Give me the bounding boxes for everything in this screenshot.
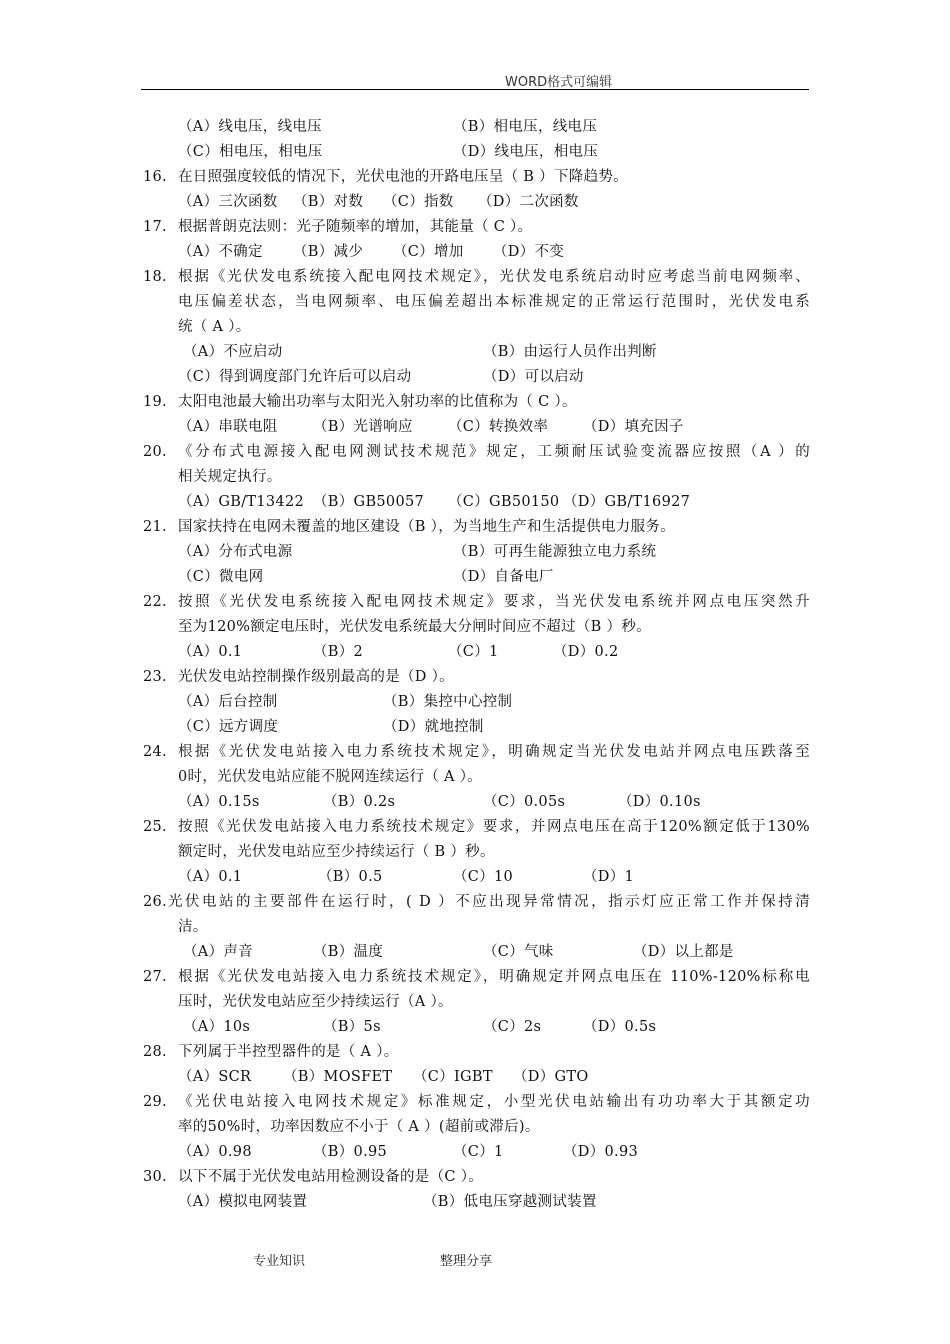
answer-option: （C）1 <box>453 1144 504 1160</box>
answer-option: （C）增加 <box>393 244 464 260</box>
question-number: 18. <box>143 269 167 285</box>
options-line <box>143 940 810 965</box>
answer-option: （C）GB50150 <box>448 494 560 510</box>
question-line <box>143 665 810 690</box>
question-text-continued <box>143 315 810 340</box>
question-number: 27. <box>143 969 167 985</box>
answer-option: （A）0.15s <box>178 794 260 810</box>
question-number: 20. <box>143 444 167 460</box>
question-text: 下列属于半控型器件的是（ A ）。 <box>178 1044 399 1060</box>
answer-option: （D）GTO <box>513 1069 589 1085</box>
question-line <box>143 440 810 465</box>
question-text-continued <box>143 840 810 865</box>
answer-option: （B）GB50057 <box>313 494 425 510</box>
question-line <box>143 215 810 240</box>
question-line <box>143 165 810 190</box>
answer-option: （D）0.5s <box>583 1019 657 1035</box>
question-text: 国家扶持在电网未覆盖的地区建设（B ），为当地生产和生活提供电力服务。 <box>178 519 676 535</box>
question-text-continued <box>143 990 810 1015</box>
question-text: 0时，光伏发电站应能不脱网连续运行（ A ）。 <box>178 769 483 785</box>
answer-option: （B）由运行人员作出判断 <box>483 344 657 360</box>
answer-option: （A）三次函数 <box>178 194 278 210</box>
options-line <box>143 865 810 890</box>
answer-option: （C）气味 <box>483 944 554 960</box>
answer-option: （B）0.95 <box>313 1144 388 1160</box>
answer-option: （B）0.5 <box>318 869 383 885</box>
answer-option: （D）0.10s <box>618 794 701 810</box>
question-line <box>143 890 810 915</box>
answer-option: （C）10 <box>453 869 514 885</box>
options-line <box>143 1140 810 1165</box>
answer-option: （B）MOSFET <box>283 1069 393 1085</box>
question-number: 24. <box>143 744 167 760</box>
question-text: 根据《光伏发电站接入电力系统技术规定》，明确规定当光伏发电站并网点电压跌落至 <box>178 744 810 760</box>
question-line <box>143 1040 810 1065</box>
page-header <box>141 70 809 90</box>
answer-option: （D）线电压，相电压 <box>453 144 599 160</box>
question-text: 统（ A ）。 <box>178 319 251 335</box>
question-text: 压时，光伏发电站应至少持续运行（A ）。 <box>178 994 453 1010</box>
answer-option: （A）分布式电源 <box>178 544 293 560</box>
footer-left: 专业知识 <box>253 1254 306 1269</box>
options-line <box>143 565 810 590</box>
question-text: 光伏电站的主要部件在运行时，( D ）不应出现异常情况，指示灯应正常工作并保持清 <box>168 894 810 910</box>
question-text: 根据《光伏发电站接入电力系统技术规定》，明确规定并网点电压在 110%-120%标称电 <box>178 969 810 985</box>
question-number: 26. <box>143 894 167 910</box>
answer-option: （B）可再生能源独立电力系统 <box>453 544 657 560</box>
answer-option: （D）二次函数 <box>478 194 579 210</box>
options-line <box>143 340 810 365</box>
answer-option: （D）以上都是 <box>633 944 734 960</box>
answer-option: （A）线电压，线电压 <box>178 119 322 135</box>
options-line <box>143 365 810 390</box>
answer-option: （A）不确定 <box>178 244 263 260</box>
answer-option: （D）可以启动 <box>483 369 584 385</box>
answer-option: （C）IGBT <box>413 1069 493 1085</box>
answer-option: （A）声音 <box>183 944 253 960</box>
question-text: 至为120%额定电压时，光伏发电系统最大分闸时间应不超过（B ）秒。 <box>178 619 651 635</box>
question-list <box>143 115 810 1215</box>
answer-option: （D）就地控制 <box>383 719 484 735</box>
question-line <box>143 265 810 290</box>
answer-option: （C）得到调度部门允许后可以启动 <box>178 369 412 385</box>
answer-option: （C）2s <box>483 1019 542 1035</box>
options-line <box>143 190 810 215</box>
answer-option: （D）1 <box>583 869 635 885</box>
answer-option: （B）低电压穿越测试装置 <box>423 1194 597 1210</box>
question-line <box>143 815 810 840</box>
header-title: WORD格式可编辑 <box>505 75 613 90</box>
options-line <box>143 540 810 565</box>
question-text-continued <box>143 290 810 315</box>
answer-option: （D）填充因子 <box>583 419 684 435</box>
answer-option: （A）串联电阻 <box>178 419 278 435</box>
answer-option: （B）减少 <box>293 244 364 260</box>
question-text: 《光伏电站接入电网技术规定》标准规定，小型光伏电站输出有功功率大于其额定功 <box>178 1094 810 1110</box>
question-number: 21. <box>143 519 167 535</box>
options-line <box>143 1190 810 1215</box>
answer-option: （B）集控中心控制 <box>383 694 513 710</box>
answer-option: （D）0.93 <box>563 1144 639 1160</box>
question-text-continued <box>143 615 810 640</box>
question-number: 30. <box>143 1169 167 1185</box>
question-line <box>143 740 810 765</box>
answer-option: （C）相电压，相电压 <box>178 144 323 160</box>
answer-option: （B）对数 <box>293 194 364 210</box>
question-text: 太阳电池最大输出功率与太阳光入射功率的比值称为（ C ）。 <box>178 394 577 410</box>
options-line <box>143 240 810 265</box>
question-text: 电压偏差状态，当电网频率、电压偏差超出本标准规定的正常运行范围时，光伏发电系 <box>178 294 810 310</box>
options-line <box>143 415 810 440</box>
options-line <box>143 115 810 140</box>
answer-option: （A）GB/T13422 <box>178 494 304 510</box>
question-text: 按照《光伏发电站接入电力系统技术规定》要求，并网点电压在高于120%额定低于130% <box>178 819 810 835</box>
question-text: 以下不属于光伏发电站用检测设备的是（C ）。 <box>178 1169 484 1185</box>
options-line <box>143 715 810 740</box>
answer-option: （C）指数 <box>383 194 454 210</box>
question-text: 额定时，光伏发电站应至少持续运行（ B ）秒。 <box>178 844 495 860</box>
options-line <box>143 790 810 815</box>
question-number: 23. <box>143 669 167 685</box>
answer-option: （A）不应启动 <box>183 344 283 360</box>
question-text: 率的50%时，功率因数应不小于（ A ）(超前或滞后)。 <box>178 1119 540 1135</box>
question-line <box>143 390 810 415</box>
question-number: 16. <box>143 169 167 185</box>
question-number: 22. <box>143 594 167 610</box>
answer-option: （D）自备电厂 <box>453 569 554 585</box>
options-line <box>143 1015 810 1040</box>
question-number: 28. <box>143 1044 167 1060</box>
question-text: 根据《光伏发电系统接入配电网技术规定》，光伏发电系统启动时应考虑当前电网频率、 <box>178 269 810 285</box>
answer-option: （C）0.05s <box>483 794 566 810</box>
question-number: 19. <box>143 394 167 410</box>
answer-option: （A）0.1 <box>178 644 243 660</box>
question-text: 光伏发电站控制操作级别最高的是（D ）。 <box>178 669 454 685</box>
question-text: 根据普朗克法则：光子随频率的增加，其能量（ C ）。 <box>178 219 533 235</box>
question-number: 17. <box>143 219 167 235</box>
answer-option: （B）光谱响应 <box>313 419 413 435</box>
answer-option: （C）转换效率 <box>448 419 549 435</box>
question-text-continued <box>143 765 810 790</box>
question-text: 在日照强度较低的情况下，光伏电池的开路电压呈（ B ）下降趋势。 <box>178 169 628 185</box>
question-text-continued <box>143 1115 810 1140</box>
options-line <box>143 140 810 165</box>
question-text: 《分布式电源接入配电网测试技术规范》规定，工频耐压试验变流器应按照（A ）的 <box>178 444 810 460</box>
answer-option: （C）远方调度 <box>178 719 279 735</box>
question-number: 29. <box>143 1094 167 1110</box>
question-text-continued <box>143 465 810 490</box>
answer-option: （D）不变 <box>493 244 565 260</box>
answer-option: （A）0.98 <box>178 1144 252 1160</box>
question-text: 相关规定执行。 <box>178 469 282 485</box>
options-line <box>143 640 810 665</box>
question-line <box>143 590 810 615</box>
question-line <box>143 515 810 540</box>
answer-option: （B）0.2s <box>323 794 396 810</box>
answer-option: （B）2 <box>313 644 364 660</box>
question-line <box>143 1165 810 1190</box>
question-text: 洁。 <box>178 919 208 935</box>
answer-option: （B）相电压，线电压 <box>453 119 598 135</box>
answer-option: （A）模拟电网装置 <box>178 1194 308 1210</box>
options-line <box>143 490 810 515</box>
answer-option: （D）0.2 <box>553 644 619 660</box>
options-line <box>143 690 810 715</box>
options-line <box>143 1065 810 1090</box>
answer-option: （C）微电网 <box>178 569 264 585</box>
answer-option: （B）温度 <box>313 944 384 960</box>
answer-option: （B）5s <box>323 1019 381 1035</box>
answer-option: （A）SCR <box>178 1069 252 1085</box>
question-text: 按照《光伏发电系统接入配电网技术规定》要求，当光伏发电系统并网点电压突然升 <box>178 594 810 610</box>
answer-option: （A）后台控制 <box>178 694 278 710</box>
answer-option: （A）0.1 <box>178 869 243 885</box>
question-text-continued <box>143 915 810 940</box>
question-number: 25. <box>143 819 167 835</box>
answer-option: （A）10s <box>183 1019 251 1035</box>
question-line <box>143 965 810 990</box>
answer-option: （D）GB/T16927 <box>563 494 691 510</box>
answer-option: （C）1 <box>448 644 499 660</box>
question-line <box>143 1090 810 1115</box>
footer-right: 整理分享 <box>440 1254 493 1269</box>
